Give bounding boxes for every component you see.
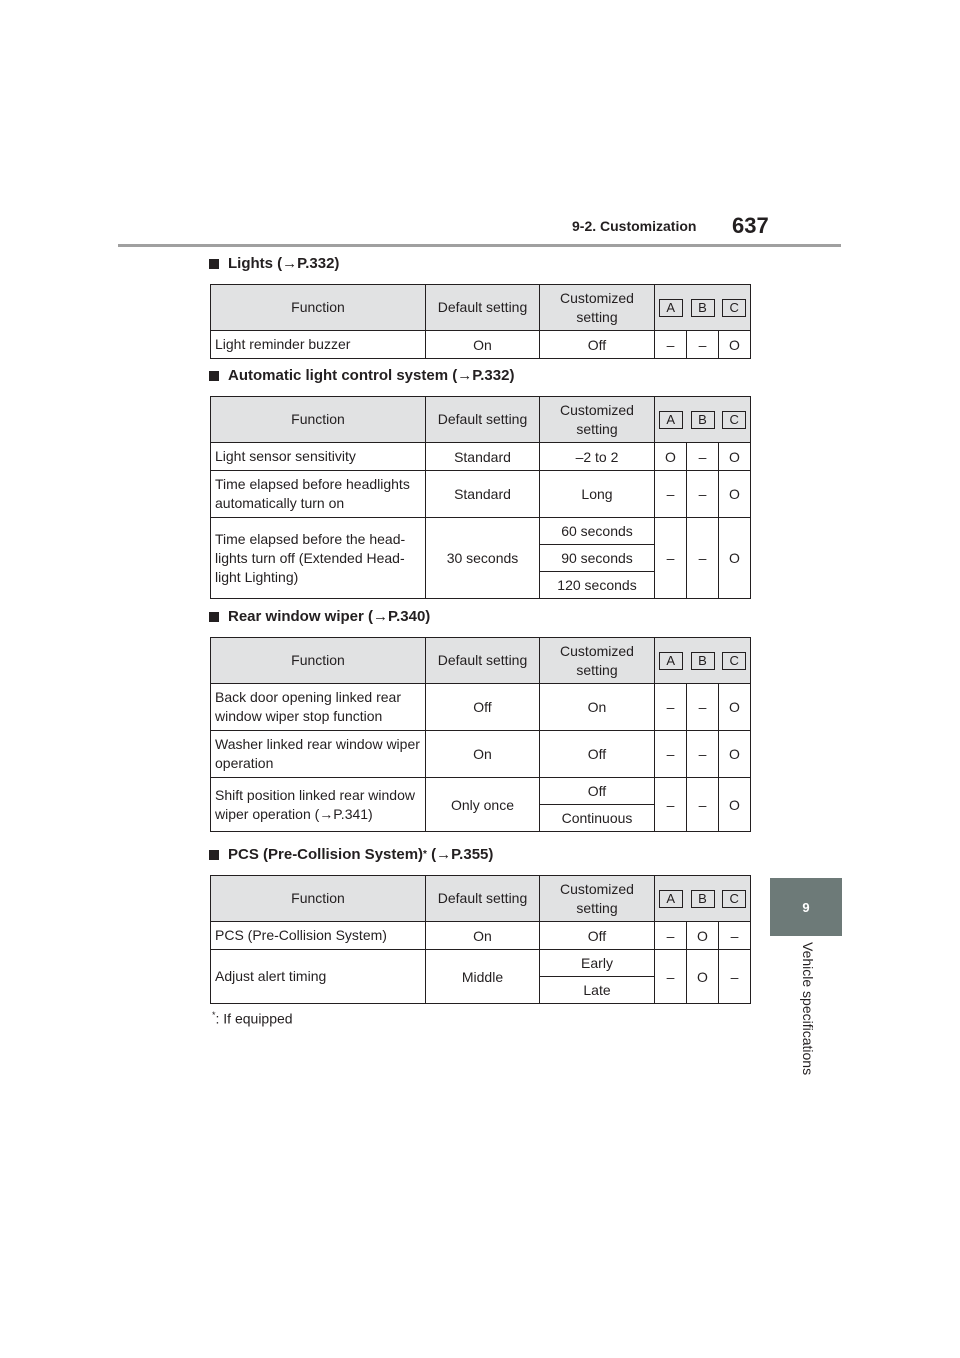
- table-row: PCS (Pre-Collision System) On Off – O –: [211, 922, 751, 950]
- table-row: Time elapsed before headlights automatically turn on Standard Long – – O: [211, 471, 751, 518]
- table-row: Washer linked rear window wiper operation On Off – – O: [211, 731, 751, 778]
- footnote-text: : If equipped: [215, 1010, 293, 1027]
- section-heading-pcs: PCS (Pre-Collision System) * (→P.355): [209, 846, 493, 863]
- header-function: Function: [211, 285, 426, 331]
- header-customized: Customized setting: [540, 285, 655, 331]
- table-header-row: Function Default setting Customized setting A B C: [211, 397, 751, 443]
- table-row: Light reminder buzzer On Off – – O: [211, 331, 751, 359]
- table-header-row: Function Default setting Customized setting A B C: [211, 638, 751, 684]
- table-row: Shift position linked rear window wiper operation (→P.341) Only once Off – – O: [211, 778, 751, 805]
- chapter-label: Vehicle specifications: [800, 942, 816, 1076]
- page-number: 637: [732, 213, 769, 238]
- header-default: Default setting: [426, 285, 540, 331]
- table-row: Adjust alert timing Middle Early – O –: [211, 950, 751, 977]
- footnote-mark: *: [212, 1010, 216, 1020]
- table-row: 120 seconds: [211, 572, 751, 599]
- chapter-tab: [770, 878, 842, 936]
- table-header-row: Function Default setting Customized setting A B C: [211, 876, 751, 922]
- footnote: [212, 1010, 293, 1027]
- table-auto-light: [210, 396, 751, 599]
- table-row: Continuous: [211, 805, 751, 832]
- square-bullet-icon: [209, 371, 219, 381]
- table-row: Back door opening linked rear window wiper stop function Off On – – O: [211, 684, 751, 731]
- square-bullet-icon: [209, 259, 219, 269]
- section-title: 9-2. Customization: [572, 218, 697, 234]
- label-a: A: [659, 299, 683, 317]
- section-heading-auto-light: Automatic light control system (→P.332): [209, 367, 514, 384]
- table-row: 90 seconds: [211, 545, 751, 572]
- square-bullet-icon: [209, 612, 219, 622]
- table-row: Late: [211, 977, 751, 1004]
- table-lights: [210, 284, 751, 359]
- table-row: Time elapsed before the head-lights turn off (Extended Head-light Lighting) 30 seconds 60 seconds – – O: [211, 518, 751, 545]
- section-heading-rear-wiper: Rear window wiper (→P.340): [209, 608, 430, 625]
- table-pcs: [210, 875, 751, 1004]
- section-heading-lights: Lights (→P.332): [209, 255, 339, 272]
- label-c: C: [722, 299, 746, 317]
- table-rear-wiper: [210, 637, 751, 832]
- table-row: Light sensor sensitivity Standard –2 to 2 O – O: [211, 443, 751, 471]
- square-bullet-icon: [209, 850, 219, 860]
- table-header-row: [211, 285, 751, 331]
- label-b: B: [691, 299, 715, 317]
- chapter-number: 9: [802, 899, 810, 915]
- header-rule: [118, 244, 841, 247]
